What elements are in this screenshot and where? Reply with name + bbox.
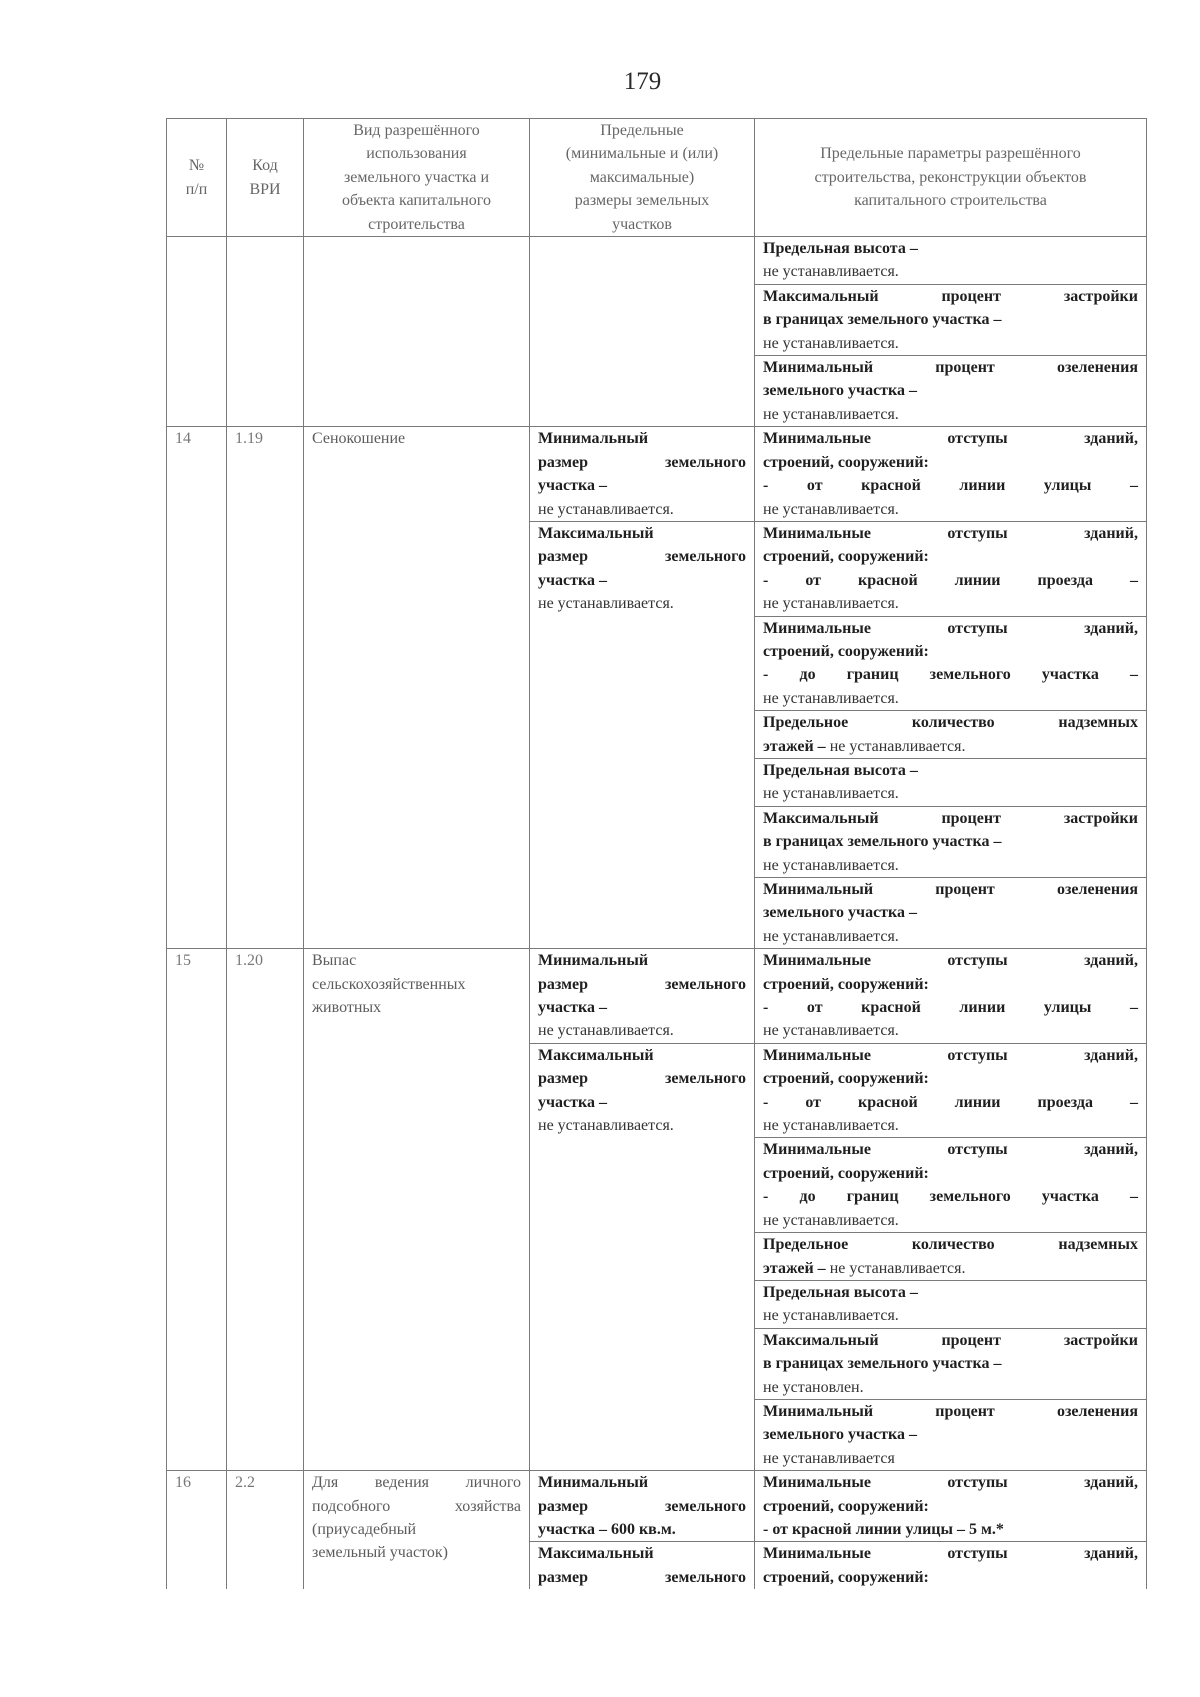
header-code: Код ВРИ [227, 119, 304, 237]
param-cell: Предельная высота – не устанавливается. [755, 1280, 1147, 1328]
param-cell: Предельная высота – не устанавливается. [755, 758, 1147, 806]
cell-num: 15 [167, 949, 227, 1471]
table-row [167, 949, 1147, 1044]
cell-vri: Выпас сельскохозяйственных животных [304, 949, 530, 1471]
param-cell: Минимальные отступы зданий, строений, сооружений: - от красной линии проезда – не устанавливается. [755, 521, 1147, 616]
param-cell: Минимальные отступы зданий, строений, сооружений: - от красной линии улицы – 5 м.* [755, 1471, 1147, 1542]
size-max-cell: Максимальный размер земельного участка – не устанавливается. [530, 1043, 755, 1470]
size-min-cell: Минимальный размер земельного участка – 600 кв.м. [530, 1471, 755, 1542]
param-cell: Минимальные отступы зданий, строений, сооружений: - до границ земельного участка – не устанавливается. [755, 1138, 1147, 1233]
cell-code-cont [227, 237, 304, 427]
param-cell: Предельная высота – не устанавливается. [755, 237, 1147, 285]
cell-num-cont [167, 237, 227, 427]
cell-vri: Для ведения личного подсобного хозяйства (приусадебный земельный участок) [304, 1471, 530, 1590]
param-cell: Минимальные отступы зданий, строений, сооружений: - от красной линии улицы – не устанавливается. [755, 949, 1147, 1044]
param-cell: Максимальный процент застройки в границах земельного участка – не устанавливается. [755, 806, 1147, 877]
header-num: № п/п [167, 119, 227, 237]
page-number: 179 [623, 68, 662, 95]
cell-code: 1.20 [227, 949, 304, 1471]
param-cell: Предельное количество надземных этажей – не устанавливается. [755, 711, 1147, 759]
cell-vri-cont [304, 237, 530, 427]
cell-num: 14 [167, 427, 227, 949]
table-header-row [167, 119, 1147, 237]
cell-size-cont [530, 237, 755, 427]
param-cell: Минимальные отступы зданий, строений, сооружений: [755, 1542, 1147, 1589]
size-max-cell: Максимальный размер земельного участка – не устанавливается. [530, 521, 755, 948]
header-sizes: Предельные (минимальные и (или) максимальные) размеры земельных участков [530, 119, 755, 237]
header-vri: Вид разрешённого использования земельного участка и объекта капитального строительства [304, 119, 530, 237]
cell-vri: Сенокошение [304, 427, 530, 949]
size-min-cell: Минимальный размер земельного участка – не устанавливается. [530, 427, 755, 522]
param-cell: Минимальные отступы зданий, строений, сооружений: - от красной линии проезда – не устанавливается. [755, 1043, 1147, 1138]
cell-code: 2.2 [227, 1471, 304, 1590]
cell-num: 16 [167, 1471, 227, 1590]
size-min-cell: Минимальный размер земельного участка – не устанавливается. [530, 949, 755, 1044]
cell-code: 1.19 [227, 427, 304, 949]
param-cell: Максимальный процент застройки в границах земельного участка – не установлен. [755, 1328, 1147, 1399]
table-row [167, 237, 1147, 285]
param-cell: Максимальный процент застройки в границах земельного участка – не устанавливается. [755, 284, 1147, 355]
param-cell: Минимальный процент озеленения земельного участка – не устанавливается [755, 1399, 1147, 1470]
header-params: Предельные параметры разрешённого строительства, реконструкции объектов капитального строительства [755, 119, 1147, 237]
param-cell: Предельное количество надземных этажей – не устанавливается. [755, 1233, 1147, 1281]
table-row [167, 427, 1147, 522]
size-max-cell: Максимальный размер земельного [530, 1542, 755, 1589]
param-cell: Минимальный процент озеленения земельного участка – не устанавливается. [755, 878, 1147, 949]
param-cell: Минимальный процент озеленения земельного участка – не устанавливается. [755, 356, 1147, 427]
zoning-parameters-table [166, 118, 1147, 1589]
table-row [167, 1471, 1147, 1542]
param-cell: Минимальные отступы зданий, строений, сооружений: - до границ земельного участка – не устанавливается. [755, 616, 1147, 711]
param-cell: Минимальные отступы зданий, строений, сооружений: - от красной линии улицы – не устанавливается. [755, 427, 1147, 522]
